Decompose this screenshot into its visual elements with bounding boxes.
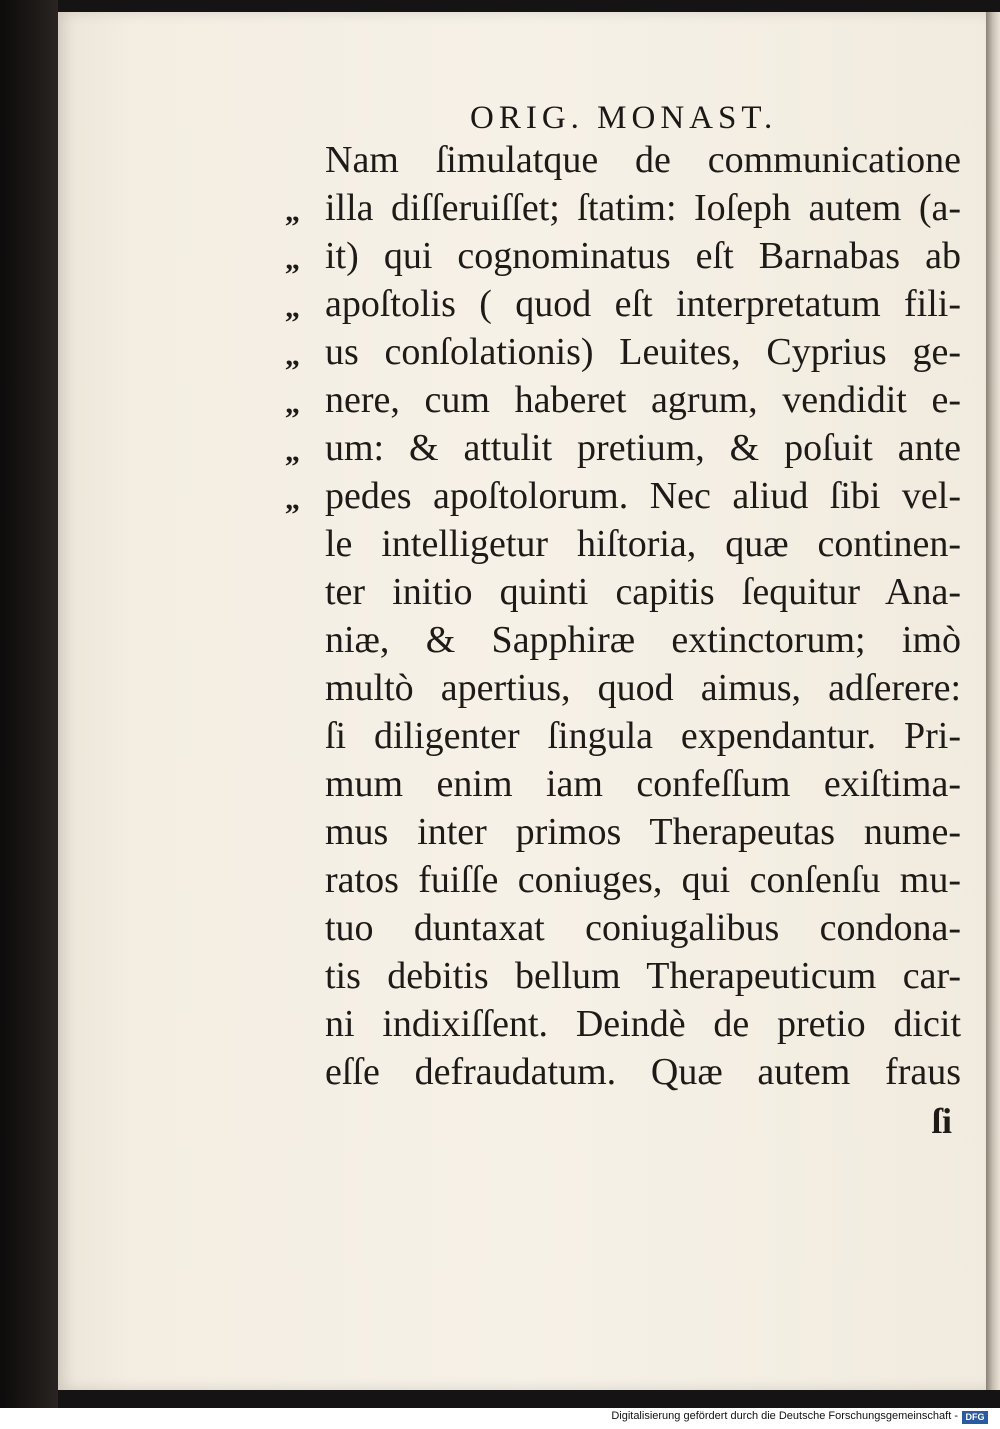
line-text: eſſe defraudatum. Quæ autem fraus [325,1051,961,1093]
line-text: pedes apoſtolorum. Nec aliud ſibi vel- [325,475,961,517]
quotation-marker: „ [285,243,300,276]
text-line [255,808,975,856]
line-text: ni indixiſſent. Deindè de pretio dicit [325,1003,961,1045]
text-line [255,568,975,616]
line-text: us conſolationis) Leuites, Cyprius ge- [325,331,961,373]
line-text: ſi diligenter ſingula expendantur. Pri- [325,715,961,757]
line-text: it) qui cognominatus eſt Barnabas ab [325,235,961,277]
text-line [255,376,975,424]
text-line [255,280,975,328]
book-gutter-edge [0,0,58,1408]
line-text: tuo duntaxat coniugalibus condona- [325,907,961,949]
text-line [255,904,975,952]
text-line [255,760,975,808]
line-text: tis debitis bellum Therapeuticum car- [325,955,961,997]
text-line [255,664,975,712]
line-text: Nam ſimulatque de communicatione [325,139,961,181]
line-text: ter initio quinti capitis ſequitur Ana- [325,571,961,613]
line-text: apoſtolis ( quod eſt interpretatum fili- [325,283,961,325]
line-text: mus inter primos Therapeutas nume- [325,811,961,853]
quotation-marker: „ [285,387,300,420]
quotation-marker: „ [285,195,300,228]
text-line [255,1000,975,1048]
text-line [255,184,975,232]
line-text: um: & attulit pretium, & poſuit ante [325,427,961,469]
page-fore-edge [986,12,1000,1390]
line-text: illa diſſeruiſſet; ſtatim: Ioſeph autem (a- [325,187,961,229]
line-text: niæ, & Sapphiræ extinctorum; imò [325,619,961,661]
line-text: nere, cum haberet agrum, vendidit e- [325,379,961,421]
catchword: ſi [932,1101,953,1141]
digitization-credit: Digitalisierung gefördert durch die Deutsche Forschungsgemeinschaft - [611,1410,958,1422]
dfg-logo: DFG [962,1411,988,1424]
text-line [255,856,975,904]
quotation-marker: „ [285,435,300,468]
body-text [255,136,975,1096]
line-text: mum enim iam confeſſum exiſtima- [325,763,961,805]
quotation-marker: „ [285,291,300,324]
line-text: multò apertius, quod aimus, adſerere: [325,667,961,709]
text-line [255,520,975,568]
text-line [255,136,975,184]
text-line [255,712,975,760]
text-line [255,952,975,1000]
text-line [255,232,975,280]
text-line [255,616,975,664]
text-line [255,424,975,472]
text-line [255,1048,975,1096]
quotation-marker: „ [285,339,300,372]
quotation-marker: „ [285,483,300,516]
line-text: le intelligetur hiſtoria, quæ continen- [325,523,961,565]
text-line [255,328,975,376]
line-text: ratos fuiſſe coniuges, qui conſenſu mu- [325,859,961,901]
text-line [255,472,975,520]
running-head: ORIG. MONAST. [470,100,778,136]
